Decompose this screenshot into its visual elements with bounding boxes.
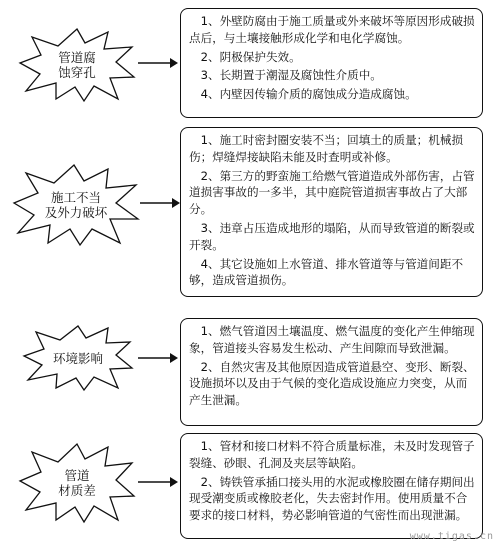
- details-box-corrosion: [180, 8, 483, 118]
- burst-shape-corrosion: [18, 27, 136, 103]
- detail-item: 2、第三方的野蛮施工给燃气管道造成外部伤害，占管道损害事故的一多半，其中庭院管道损害事故占了大部分。: [189, 168, 475, 217]
- details-box-construction: [180, 127, 483, 297]
- detail-item: 2、自然灾害及其他原因造成管道悬空、变形、断裂、设施损坏以及由于气候的变化造成设施应力突变，从而产生泄漏。: [189, 359, 475, 408]
- burst-shape-environment: [22, 324, 134, 392]
- detail-item: 3、长期置于潮湿及腐蚀性介质中。: [200, 68, 382, 83]
- detail-item: 1、外壁防腐由于施工质量或外来破坏等原因形成破损点后，与土壤接触形成化学和电化学腐蚀。: [189, 14, 475, 45]
- burst-shape-construction: [12, 163, 140, 247]
- arrow-right-icon: [138, 57, 178, 69]
- details-box-material: [180, 433, 483, 539]
- cause-label: 管道腐 蚀穿孔: [58, 50, 96, 80]
- arrow-right-icon: [138, 476, 178, 488]
- cause-label: 施工不当 及外力破坏: [44, 190, 108, 220]
- detail-item: 3、违章占压造成地形的塌陷，从而导致管道的断裂或开裂。: [189, 220, 475, 252]
- detail-item: 1、燃气管道因土壤温度、燃气温度的变化产生伸缩现象，管道接头容易发生松动、产生间隙而导致泄漏。: [189, 324, 475, 355]
- detail-item: 4、其它设施如上水管道、排水管道等与管道间距不够，造成管道损伤。: [189, 256, 464, 288]
- detail-item: 2、阴极保护失效。: [200, 49, 301, 64]
- cause-label: 环境影响: [52, 350, 103, 366]
- arrow-right-icon: [138, 352, 178, 364]
- arrow-right-icon: [140, 197, 180, 209]
- detail-item: 4、内壁因传输介质的腐蚀成分造成腐蚀。: [200, 87, 417, 102]
- detail-item: 1、管材和接口材料不符合质量标准，未及时发现管子裂缝、砂眼、孔洞及夹层等缺陷。: [189, 439, 475, 470]
- cause-label: 管道 材质差: [58, 468, 96, 498]
- watermark: www.tigas.cn: [409, 531, 494, 542]
- details-box-environment: [180, 318, 483, 426]
- burst-shape-material: [18, 442, 136, 524]
- detail-item: 2、铸铁管承插口接头用的水泥或橡胶圈在储存期间出现受潮变质或橡胶老化，失去密封作用。使用质量不合要求的接口材料，势必影响管道的气密性而出现泄漏。: [189, 474, 475, 523]
- detail-item: 1、施工时密封圈安装不当；回填土的质量；机械损伤；焊缝焊接缺陷未能及时查明或补修。: [189, 133, 464, 164]
